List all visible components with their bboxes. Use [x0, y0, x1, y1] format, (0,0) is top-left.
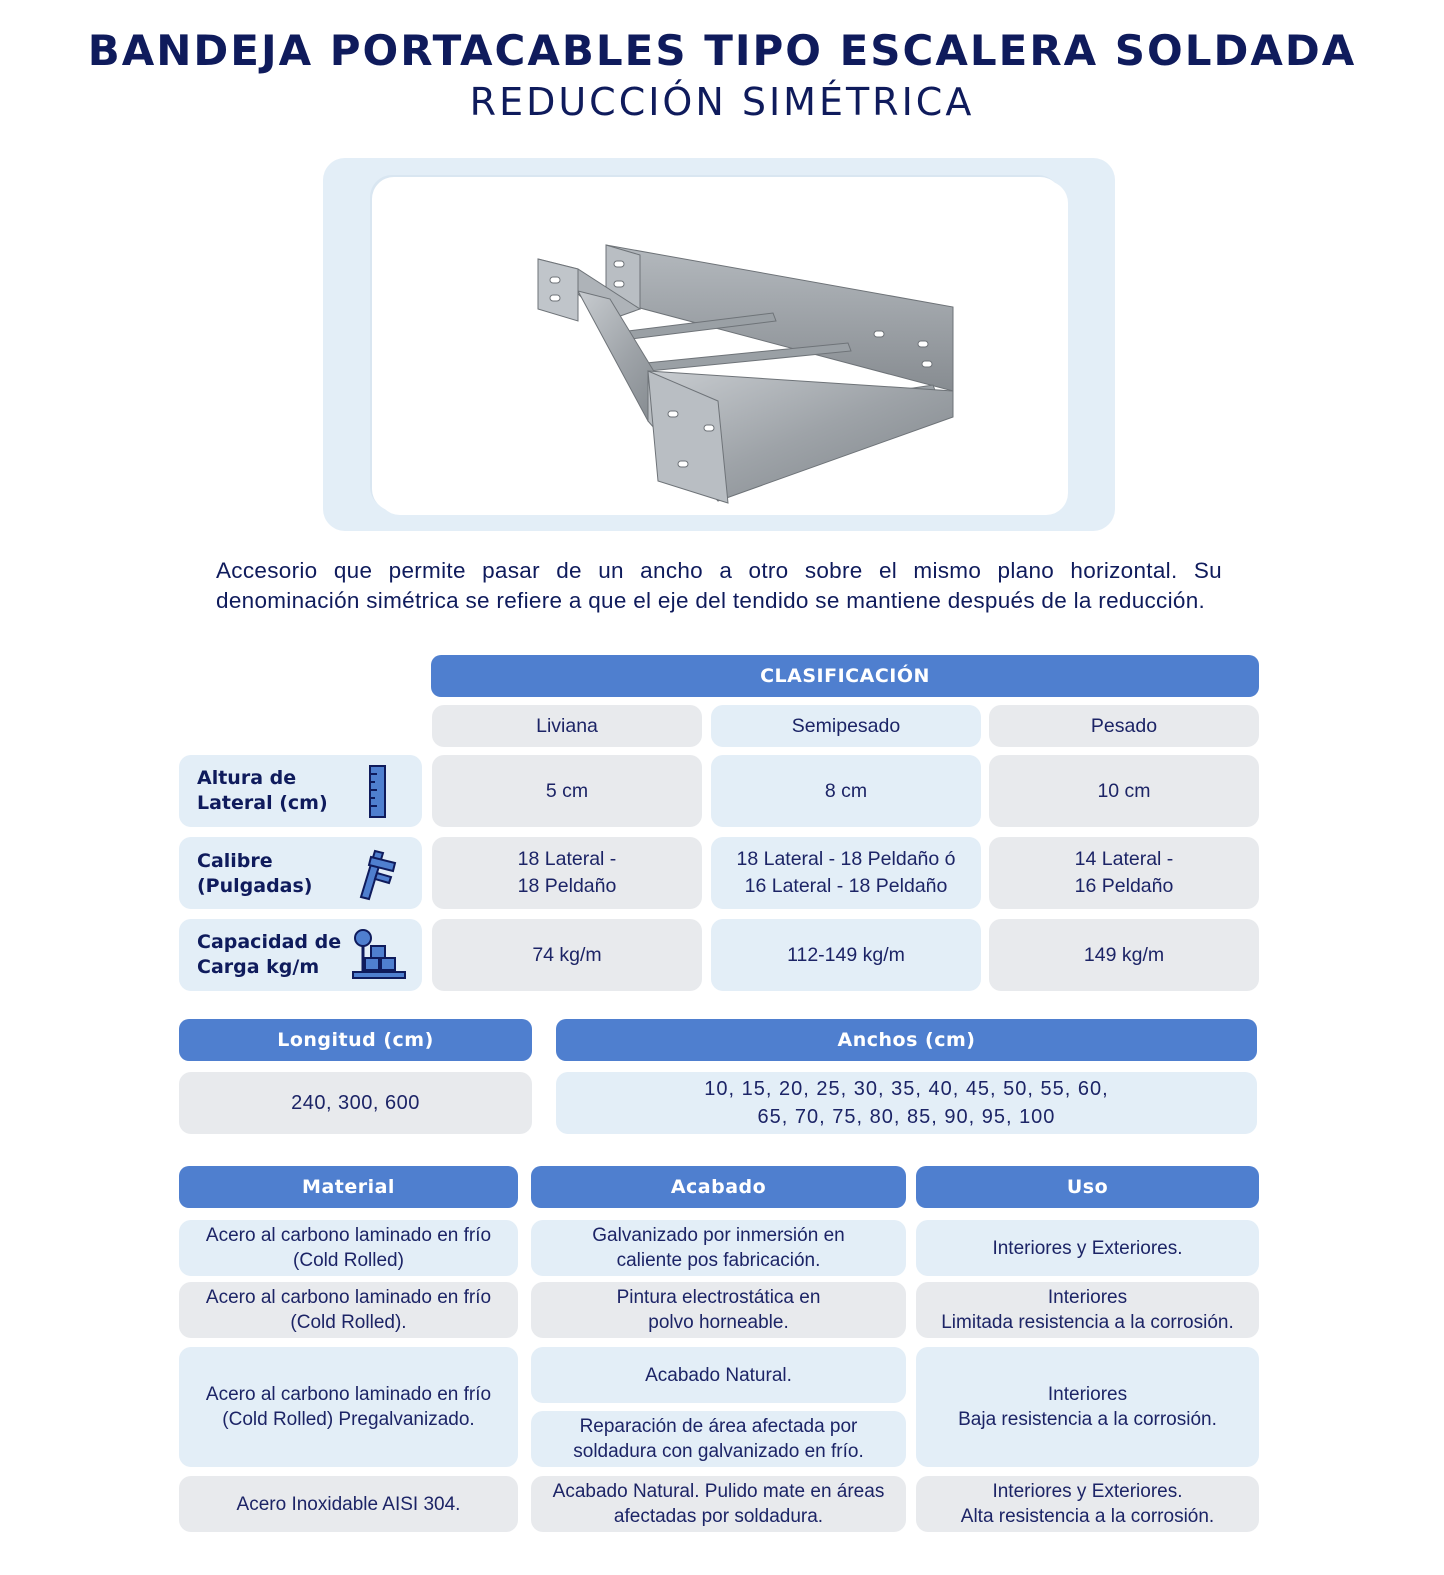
calibre-liviana: 18 Lateral - 18 Peldaño [432, 837, 702, 909]
length-values: 240, 300, 600 [179, 1072, 532, 1134]
product-image-card [378, 181, 1068, 515]
altura-liviana: 5 cm [432, 755, 702, 827]
use-item: Interiores Baja resistencia a la corrosión. [916, 1347, 1259, 1467]
page-subtitle: REDUCCIÓN SIMÉTRICA [469, 80, 975, 124]
material-header: Material [179, 1166, 518, 1208]
widths-values: 10, 15, 20, 25, 30, 35, 40, 45, 50, 55, 60, 65, 70, 75, 80, 85, 90, 95, 100 [556, 1072, 1257, 1134]
caliper-icon [357, 849, 399, 901]
capacidad-semipesado: 112-149 kg/m [711, 919, 981, 991]
column-header-pesado: Pesado [989, 705, 1259, 747]
length-header: Longitud (cm) [179, 1019, 532, 1061]
classification-header: CLASIFICACIÓN [431, 655, 1259, 697]
use-item: Interiores Limitada resistencia a la corrosión. [916, 1282, 1259, 1338]
capacidad-liviana: 74 kg/m [432, 919, 702, 991]
finish-item: Acabado Natural. [531, 1347, 906, 1403]
material-item: Acero al carbono laminado en frío (Cold Rolled) [179, 1220, 518, 1276]
capacidad-pesado: 149 kg/m [989, 919, 1259, 991]
product-description: Accesorio que permite pasar de un ancho a otro sobre el mismo plano horizontal. Su denominación simétrica se refiere a que el eje del tendido se mantiene después de la reducción. [216, 558, 1222, 613]
finish-item: Pintura electrostática en polvo horneable. [531, 1282, 906, 1338]
ruler-icon [367, 765, 389, 819]
finish-header: Acabado [531, 1166, 906, 1208]
calibre-pesado: 14 Lateral - 16 Peldaño [989, 837, 1259, 909]
row-label-capacidad: Capacidad de Carga kg/m [179, 919, 422, 991]
cable-tray-reducer-image [378, 181, 1068, 515]
widths-header: Anchos (cm) [556, 1019, 1257, 1061]
finish-item: Galvanizado por inmersión en caliente pos fabricación. [531, 1220, 906, 1276]
use-item: Interiores y Exteriores. Alta resistencia a la corrosión. [916, 1476, 1259, 1532]
altura-pesado: 10 cm [989, 755, 1259, 827]
material-item: Acero Inoxidable AISI 304. [179, 1476, 518, 1532]
row-label-calibre: Calibre (Pulgadas) [179, 837, 422, 909]
scale-icon [351, 928, 407, 982]
column-header-semipesado: Semipesado [711, 705, 981, 747]
calibre-semipesado: 18 Lateral - 18 Peldaño ó 16 Lateral - 18 Peldaño [711, 837, 981, 909]
page-title: BANDEJA PORTACABLES TIPO ESCALERA SOLDADA [87, 26, 1357, 75]
finish-item: Reparación de área afectada por soldadura con galvanizado en frío. [531, 1411, 906, 1467]
use-header: Uso [916, 1166, 1259, 1208]
use-item: Interiores y Exteriores. [916, 1220, 1259, 1276]
column-header-liviana: Liviana [432, 705, 702, 747]
material-item: Acero al carbono laminado en frío (Cold Rolled). [179, 1282, 518, 1338]
row-label-altura: Altura de Lateral (cm) [179, 755, 422, 827]
material-item: Acero al carbono laminado en frío (Cold Rolled) Pregalvanizado. [179, 1347, 518, 1467]
altura-semipesado: 8 cm [711, 755, 981, 827]
finish-item: Acabado Natural. Pulido mate en áreas afectadas por soldadura. [531, 1476, 906, 1532]
